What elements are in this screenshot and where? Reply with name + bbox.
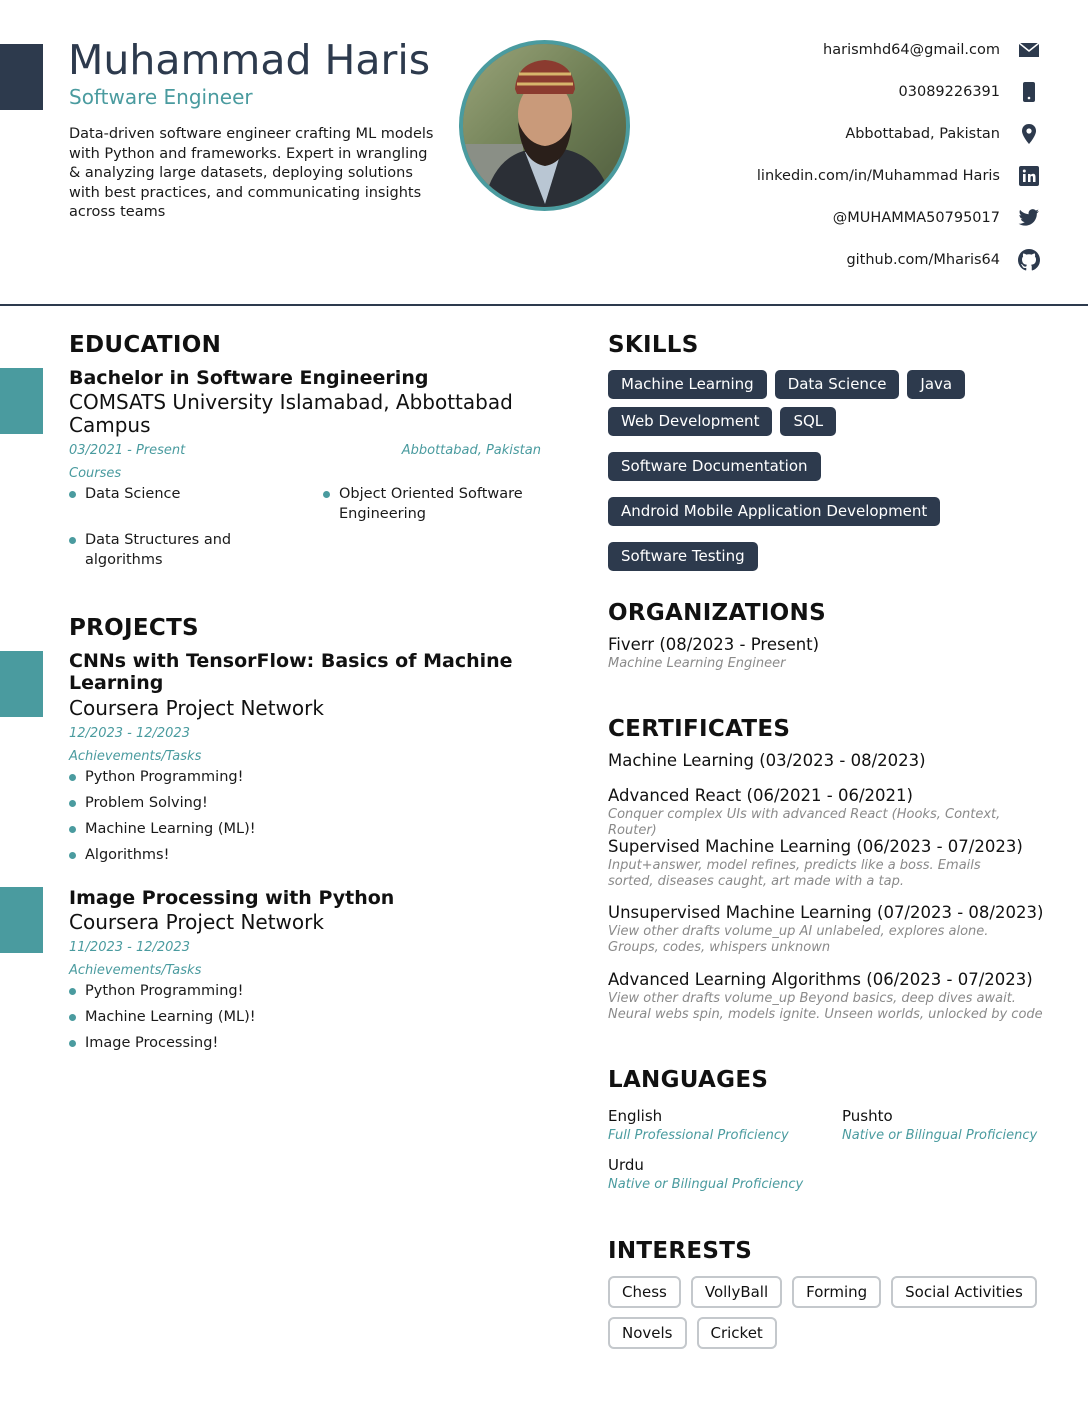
skill-chip: Web Development	[608, 407, 772, 436]
location-pin-icon	[1016, 121, 1042, 147]
task-item: Algorithms!	[69, 845, 369, 865]
language-level: Native or Bilingual Proficiency	[608, 1177, 804, 1192]
skill-chip: Data Science	[775, 370, 900, 399]
interest-chip: Forming	[792, 1276, 881, 1308]
contact-linkedin-text[interactable]: linkedin.com/in/Muhammad Haris	[756, 168, 1000, 184]
language-name: Pushto	[842, 1107, 893, 1125]
contact-phone[interactable]	[899, 78, 1042, 106]
skill-chip: Software Testing	[608, 542, 758, 571]
tasks-label: Achievements/Tasks	[69, 749, 202, 764]
job-title: Software Engineer	[69, 85, 253, 109]
task-item: Image Processing!	[69, 1033, 369, 1053]
task-item: Python Programming!	[69, 767, 369, 787]
certificate-description: Conquer complex UIs with advanced React (Hooks, Context, Router)	[608, 807, 1001, 838]
language-level: Full Professional Proficiency	[608, 1128, 789, 1143]
twitter-icon	[1016, 205, 1042, 231]
project-accent-bar	[0, 887, 43, 953]
contact-github-text[interactable]: github.com/Mharis64	[846, 252, 1000, 268]
degree-title: Bachelor in Software Engineering	[69, 367, 429, 389]
education-accent-bar	[0, 368, 43, 434]
project-title: Image Processing with Python	[69, 887, 395, 909]
task-item: Machine Learning (ML)!	[69, 1007, 369, 1027]
skill-chip: SQL	[780, 407, 836, 436]
phone-icon	[1016, 79, 1042, 105]
course-list	[69, 484, 289, 504]
contact-email-text[interactable]: harismhd64@gmail.com	[823, 42, 1000, 58]
course-list	[69, 530, 269, 570]
certificate-title: Supervised Machine Learning (06/2023 - 07/2023)	[608, 837, 1023, 856]
education-dates: 03/2021 - Present	[69, 443, 186, 458]
contact-location-text: Abbottabad, Pakistan	[845, 126, 1000, 142]
project-title: CNNs with TensorFlow: Basics of Machine Learning	[69, 650, 513, 694]
skill-chip: Machine Learning	[608, 370, 767, 399]
task-list	[69, 981, 369, 1053]
certificate-description: View other drafts volume_up AI unlabeled, explores alone. Groups, codes, whispers unknown	[608, 924, 989, 955]
task-list	[69, 767, 369, 865]
skills-heading: SKILLS	[608, 332, 699, 358]
project-accent-bar	[0, 651, 43, 717]
interest-chip: Chess	[608, 1276, 681, 1308]
header-accent-bar	[0, 44, 43, 110]
course-list	[323, 484, 543, 524]
interest-chip: Social Activities	[891, 1276, 1037, 1308]
certificate-description: Input+answer, model refines, predicts like a boss. Emails sorted, diseases caught, art made with a tap.	[608, 858, 981, 889]
tasks-label: Achievements/Tasks	[69, 963, 202, 978]
header-divider	[0, 304, 1088, 306]
task-item: Problem Solving!	[69, 793, 369, 813]
certificates-heading: CERTIFICATES	[608, 716, 791, 742]
profile-summary: Data-driven software engineer crafting ML models with Python and frameworks. Expert in wrangling & analyzing large datasets, deploying solutions with best practices, and communicating insights across teams	[69, 126, 434, 220]
organization-role: Machine Learning Engineer	[608, 656, 786, 671]
organization-name: Fiverr (08/2023 - Present)	[608, 635, 820, 654]
project-dates: 12/2023 - 12/2023	[69, 726, 190, 741]
certificate-title: Advanced React (06/2021 - 06/2021)	[608, 786, 913, 805]
interest-chip: VollyBall	[691, 1276, 782, 1308]
skill-chip: Android Mobile Application Development	[608, 497, 940, 526]
profile-photo	[459, 40, 630, 211]
course-item: Data Science	[69, 484, 289, 504]
task-item: Python Programming!	[69, 981, 369, 1001]
courses-label: Courses	[69, 466, 122, 481]
project-dates: 11/2023 - 12/2023	[69, 940, 190, 955]
course-item: Data Structures and algorithms	[69, 530, 269, 570]
education-heading: EDUCATION	[69, 332, 222, 358]
envelope-icon	[1016, 37, 1042, 63]
organizations-heading: ORGANIZATIONS	[608, 600, 826, 626]
projects-heading: PROJECTS	[69, 615, 199, 641]
interests-heading: INTERESTS	[608, 1238, 753, 1264]
contact-phone-text[interactable]: 03089226391	[898, 84, 1000, 100]
interest-chip: Cricket	[697, 1317, 777, 1349]
skill-chip: Software Documentation	[608, 452, 821, 481]
linkedin-icon	[1016, 163, 1042, 189]
github-icon	[1016, 247, 1042, 273]
language-name: English	[608, 1107, 663, 1125]
contact-linkedin[interactable]	[757, 162, 1042, 190]
candidate-name: Muhammad Haris	[68, 36, 431, 84]
project-org: Coursera Project Network	[69, 696, 324, 720]
languages-heading: LANGUAGES	[608, 1067, 769, 1093]
certificate-title: Machine Learning (03/2023 - 08/2023)	[608, 751, 926, 770]
interest-chip: Novels	[608, 1317, 687, 1349]
skills-list	[608, 370, 1048, 571]
education-location: Abbottabad, Pakistan	[401, 443, 541, 458]
language-level: Native or Bilingual Proficiency	[842, 1128, 1038, 1143]
contact-twitter-text[interactable]: @MUHAMMA50795017	[832, 210, 1000, 226]
certificate-title: Advanced Learning Algorithms (06/2023 - 07/2023)	[608, 970, 1033, 989]
contact-email[interactable]	[823, 36, 1042, 64]
certificate-description: View other drafts volume_up Beyond basics, deep dives await. Neural webs spin, models ignite. Unseen worlds, unlocked by code	[608, 991, 1043, 1022]
school-name: COMSATS University Islamabad, Abbottabad Campus	[69, 390, 513, 437]
contact-location	[845, 120, 1042, 148]
contact-github[interactable]	[846, 246, 1042, 274]
course-item: Object Oriented Software Engineering	[323, 484, 543, 524]
project-org: Coursera Project Network	[69, 910, 324, 934]
interests-list	[608, 1276, 1058, 1349]
skill-chip: Java	[907, 370, 965, 399]
contact-twitter[interactable]	[833, 204, 1042, 232]
language-name: Urdu	[608, 1156, 644, 1174]
task-item: Machine Learning (ML)!	[69, 819, 369, 839]
certificate-title: Unsupervised Machine Learning (07/2023 - 08/2023)	[608, 903, 1044, 922]
